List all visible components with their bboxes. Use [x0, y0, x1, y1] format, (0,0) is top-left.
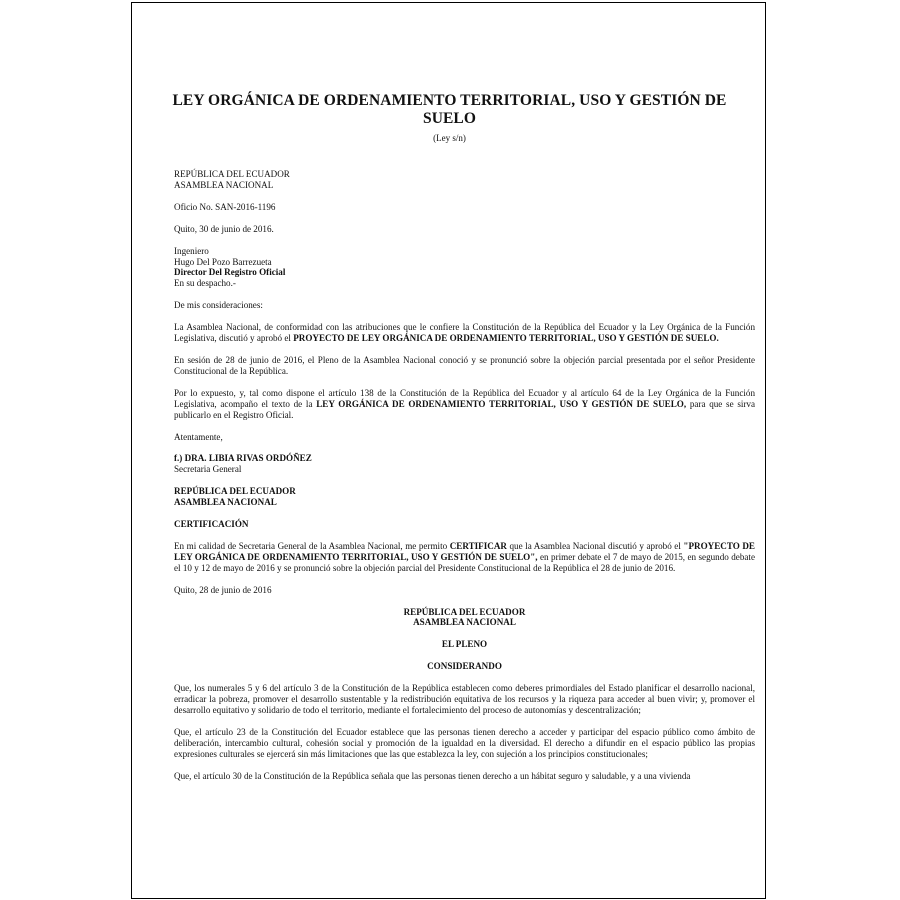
document-title: LEY ORGÁNICA DE ORDENAMIENTO TERRITORIAL, USO Y GESTIÓN DE SUELO [172, 92, 727, 127]
cert-text-3: en primer debate el 7 de mayo de 2015, en segundo debate el 10 y 12 de mayo de 2016 y se pronunció sobre la objeción parcial del Presidente Constitucional de la República el 28 de junio de 2016. [174, 551, 755, 573]
paragraph-3 [174, 388, 755, 421]
paragraph-2: En sesión de 28 de junio de 2016, el Pleno de la Asamblea Nacional conoció y se pronunció sobre la objeción parcial presentada por el señor Presidente Constitucional de la República. [174, 354, 755, 376]
considerando-3: Que, el artículo 30 de la Constitución de la República señala que las personas tienen derecho a un hábitat seguro y saludable, y a una vivienda [174, 770, 691, 781]
cert-text-1: En mi calidad de Secretaria General de la Asamblea Nacional, me permito [174, 540, 450, 551]
paragraph-1 [174, 322, 755, 344]
pleno-line1: REPÚBLICA DEL ECUADOR [403, 606, 526, 617]
signature-name: f.) DRA. LIBIA RIVAS ORDÓÑEZ [174, 453, 312, 464]
considerando-heading: CONSIDERANDO [427, 661, 502, 672]
paragraph-1-text: La Asamblea Nacional, de conformidad con las atribuciones que le confiere la Constitución de la República del Ecuador y la Ley Orgánica de la Función Legislativa, discutió y aprobó el [174, 322, 755, 344]
document-page [131, 2, 766, 899]
paragraph-3-text: Por lo expuesto, y, tal como dispone el artículo 138 de la Constitución de la República del Ecuador y al artículo 64 de la Ley Orgánica de la Función Legislativa, acompaño el texto de la [174, 387, 755, 409]
el-pleno-heading: EL PLENO [441, 639, 488, 650]
closing: Atentamente, [174, 431, 223, 442]
considerando-2: Que, el artículo 23 de la Constitución del Ecuador establece que las personas tienen derecho a acceder y participar del espacio público como ámbito de deliberación, intercambio cultural, cohesión social y promoción de la igualdad en la diversidad. El derecho a difundir en el espacio público las propias expresiones culturales se ejercerá sin más limitaciones que las que establezca la ley, con sujeción a los principios constitucionales; [174, 726, 755, 759]
certification-paragraph [174, 541, 755, 574]
cert-header-line2: ASAMBLEA NACIONAL [174, 497, 277, 508]
recipient-title: Director Del Registro Oficial [174, 267, 286, 278]
cert-date: Quito, 28 de junio de 2016 [174, 584, 272, 595]
oficio-number: Oficio No. SAN-2016-1196 [174, 201, 276, 212]
paragraph-3-bold: LEY ORGÁNICA DE ORDENAMIENTO TERRITORIAL, USO Y GESTIÓN DE SUELO, [316, 398, 687, 409]
cert-header-line1: REPÚBLICA DEL ECUADOR [174, 486, 296, 497]
certification-title: CERTIFICACIÓN [174, 519, 249, 530]
header-line1: REPÚBLICA DEL ECUADOR [174, 169, 290, 179]
document-body [174, 169, 755, 782]
cert-bold-1: CERTIFICAR [449, 540, 507, 551]
pleno-line2: ASAMBLEA NACIONAL [413, 617, 516, 628]
header-line2: ASAMBLEA NACIONAL [174, 179, 274, 190]
letter-date: Quito, 30 de junio de 2016. [174, 223, 274, 234]
recipient-role: Ingeniero [174, 245, 209, 256]
recipient-location: En su despacho.- [174, 278, 236, 289]
cert-text-2: que la Asamblea Nacional discutió y aprobó el [506, 540, 684, 551]
salutation: De mis consideraciones: [174, 300, 263, 311]
signature-role: Secretaria General [174, 464, 242, 475]
paragraph-1-bold: PROYECTO DE LEY ORGÁNICA DE ORDENAMIENTO TERRITORIAL, USO Y GESTIÓN DE SUELO. [293, 333, 719, 344]
document-subtitle: (Ley s/n) [433, 133, 466, 143]
considerando-1: Que, los numerales 5 y 6 del artículo 3 de la Constitución de la República establecen como deberes primordiales del Estado planificar el desarrollo nacional, erradicar la pobreza, promover el desarrollo sustentable y la redistribución equitativa de los recursos y la riqueza para acceder al buen vivir; y, promover el desarrollo equitativo y solidario de todo el territorio, mediante el fortalecimiento del proceso de autonomías y descentralización; [174, 683, 755, 715]
cert-bold-2: "PROYECTO DE LEY ORGÁNICA DE ORDENAMIENTO TERRITORIAL, USO Y GESTIÓN DE SUELO", [174, 540, 756, 562]
paragraph-3-text-after: para que se sirva publicarlo en el Registro Oficial. [174, 398, 756, 420]
recipient-name: Hugo Del Pozo Barrezueta [174, 256, 272, 267]
